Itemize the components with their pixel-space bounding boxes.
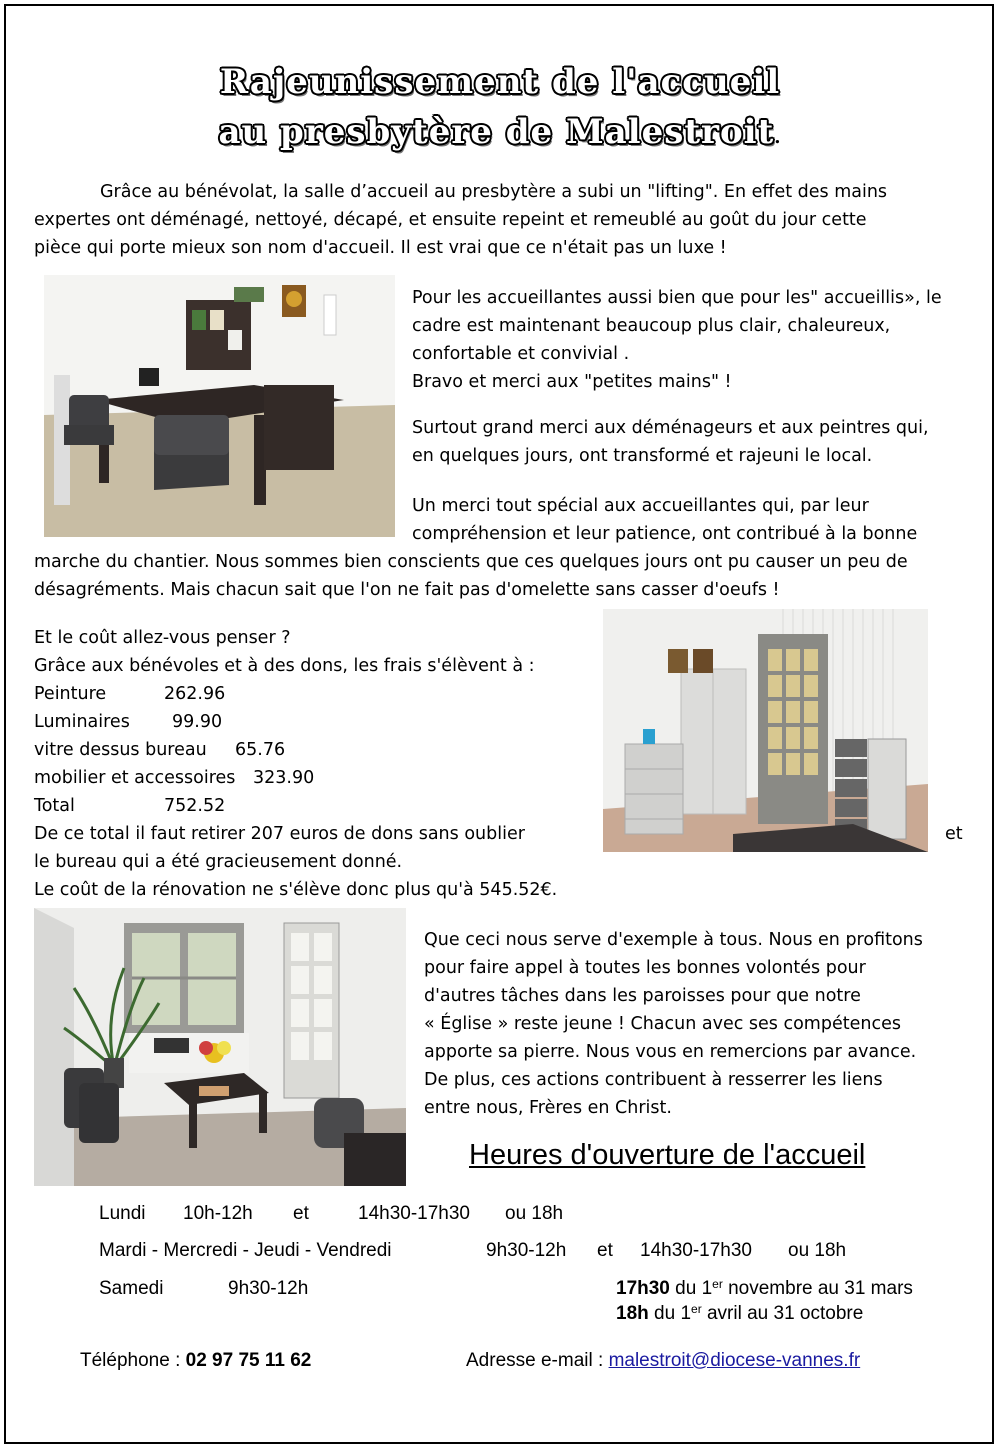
cost-item-label: Luminaires — [34, 712, 130, 732]
cost-item-value: 65.76 — [235, 740, 286, 760]
season-winter-post: novembre au 31 mars — [728, 1278, 913, 1299]
hours-heading: Heures d'ouverture de l'accueil — [469, 1139, 866, 1171]
title-line-2-text: au presbytère de Malestroit — [218, 112, 775, 152]
costs-note-3: Le coût de la rénovation ne s'élève donc plus qu'à 545.52€. — [34, 880, 558, 900]
phone-label: Téléphone : — [80, 1350, 181, 1371]
para4-line-6: De plus, ces actions contribuent à resserrer les liens — [424, 1070, 883, 1090]
contact-phone — [80, 1350, 311, 1372]
season-summer-pre: du 1 — [654, 1303, 692, 1324]
hours-monday-morning: 10h-12h — [183, 1203, 253, 1224]
title-line-2 — [0, 112, 1000, 152]
season-summer-time: 18h — [616, 1303, 649, 1324]
hours-season-winter — [616, 1278, 913, 1300]
title-period: . — [774, 127, 782, 148]
para2-line-2: en quelques jours, ont transformé et rajeuni le local. — [412, 446, 873, 466]
costs-note-1: De ce total il faut retirer 207 euros de dons sans oublier — [34, 824, 525, 844]
intro-line-2: expertes ont déménagé, nettoyé, décapé, et ensuite repeint et remeublé au goût du jour cette — [34, 210, 867, 230]
cost-item-value: 99.90 — [172, 712, 223, 732]
para4-line-2: pour faire appel à toutes les bonnes volontés pour — [424, 958, 866, 978]
costs-note-1-end: et — [945, 824, 963, 844]
costs-intro-1: Et le coût allez-vous penser ? — [34, 628, 291, 648]
para4-line-7: entre nous, Frères en Christ. — [424, 1098, 672, 1118]
season-winter-time: 17h30 — [616, 1278, 670, 1299]
cost-item-label: Peinture — [34, 684, 107, 704]
season-summer-sup: er — [691, 1302, 702, 1316]
costs-note-2: le bureau qui a été gracieusement donné. — [34, 852, 403, 872]
hours-season-summer — [616, 1303, 863, 1325]
para4-line-1: Que ceci nous serve d'exemple à tous. Nous en profitons — [424, 930, 923, 950]
hours-monday-and: et — [293, 1203, 309, 1224]
photo-room-door — [603, 609, 928, 852]
email-label: Adresse e-mail : — [466, 1350, 604, 1371]
para1-line-3: confortable et convivial . — [412, 344, 630, 364]
title-line-1: Rajeunissement de l'accueil — [219, 62, 781, 102]
season-winter-sup: er — [712, 1277, 723, 1291]
costs-intro-2: Grâce aux bénévoles et à des dons, les frais s'élèvent à : — [34, 656, 535, 676]
hours-monday-day: Lundi — [99, 1203, 146, 1224]
hours-weekdays-afternoon: 14h30-17h30 — [640, 1240, 752, 1261]
photo-waiting-area — [34, 908, 406, 1186]
hours-weekdays-and: et — [597, 1240, 613, 1261]
para3-line-2: compréhension et leur patience, ont contribué à la bonne — [412, 524, 918, 544]
cost-item-value: 323.90 — [253, 768, 315, 788]
cost-item-label: vitre dessus bureau — [34, 740, 207, 760]
season-winter-pre: du 1 — [675, 1278, 713, 1299]
cost-total-label: Total — [34, 796, 75, 816]
hours-weekdays-morning: 9h30-12h — [486, 1240, 567, 1261]
contact-email — [466, 1350, 860, 1372]
para4-line-4: « Église » reste jeune ! Chacun avec ses compétences — [424, 1014, 901, 1034]
hours-monday-afternoon: 14h30-17h30 — [358, 1203, 470, 1224]
hours-saturday-morning: 9h30-12h — [228, 1278, 309, 1299]
phone-number: 02 97 75 11 62 — [185, 1350, 312, 1371]
para3-line-3: marche du chantier. Nous sommes bien conscients que ces quelques jours ont pu causer un peu de — [34, 552, 908, 572]
hours-weekdays-or: ou 18h — [788, 1240, 847, 1261]
cost-item-value: 262.96 — [164, 684, 226, 704]
hours-weekdays-day: Mardi - Mercredi - Jeudi - Vendredi — [99, 1240, 392, 1261]
cost-item-label: mobilier et accessoires — [34, 768, 236, 788]
season-summer-post: avril au 31 octobre — [706, 1303, 864, 1324]
photo-office-desk — [44, 275, 395, 537]
email-link[interactable]: malestroit@diocese-vannes.fr — [608, 1350, 861, 1371]
hours-monday-or: ou 18h — [505, 1203, 564, 1224]
hours-saturday-day: Samedi — [99, 1278, 164, 1299]
para4-line-3: d'autres tâches dans les paroisses pour que notre — [424, 986, 861, 1006]
intro-line-1: Grâce au bénévolat, la salle d’accueil au presbytère a subi un "lifting". En effet des mains — [100, 182, 888, 202]
para2-line-1: Surtout grand merci aux déménageurs et aux peintres qui, — [412, 418, 929, 438]
para4-line-5: apporte sa pierre. Nous vous en remercions par avance. — [424, 1042, 917, 1062]
para1-line-4: Bravo et merci aux "petites mains" ! — [412, 372, 732, 392]
para1-line-2: cadre est maintenant beaucoup plus clair, chaleureux, — [412, 316, 891, 336]
para3-line-1: Un merci tout spécial aux accueillantes qui, par leur — [412, 496, 869, 516]
para1-line-1: Pour les accueillantes aussi bien que pour les" accueillis», le — [412, 288, 942, 308]
cost-total-value: 752.52 — [164, 796, 226, 816]
intro-line-3: pièce qui porte mieux son nom d'accueil. Il est vrai que ce n'était pas un luxe ! — [34, 238, 727, 258]
para3-line-4: désagréments. Mais chacun sait que l'on ne fait pas d'omelette sans casser d'oeufs ! — [34, 580, 780, 600]
